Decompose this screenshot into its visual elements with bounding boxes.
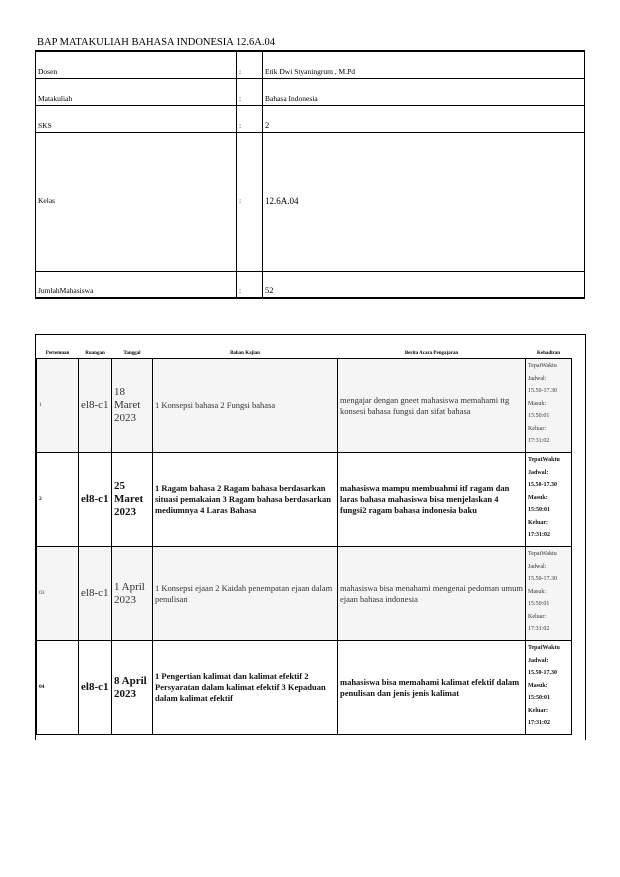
kehadiran-jadwal: 15.50-17.30 [528,670,557,676]
kehadiran-keluar-label: Keluar: [528,707,548,714]
berita-acara-cell: mahasiswa bisa memahami kalimat efektif dalam penulisan dan jenis jenis kalimat [338,641,526,735]
bahan-kajian-cell: 1 Pengertian kalimat dan kalimat efektif 2 Persyaratan dalam kalimat efektif 3 Kepaduan dalam kalimat efektif [153,641,338,735]
kehadiran-masuk: 15:50:01 [528,413,550,419]
kehadiran-cell [526,547,572,641]
info-value: Etik Dwi Styaningrum , M.Pd [263,51,585,78]
info-label: Dosen [36,51,237,78]
info-value: Bahasa Indonesia [263,78,585,105]
schedule-panel [35,334,586,740]
kehadiran-keluar-label: Keluar: [528,613,546,620]
schedule-table [36,348,572,735]
info-separator: : [237,132,263,271]
info-row-jumlah [36,271,585,298]
info-row-kelas [36,132,585,271]
info-separator: : [237,271,263,298]
header-tanggal: Tanggal [123,350,141,356]
berita-acara-cell: mahasiswa mampu membuahmi itf ragam dan laras bahasa mahasiswa bisa menjelaskan 4 fungsi2 ragam bahasa indonesia baku [338,453,526,547]
kehadiran-cell [526,359,572,453]
tanggal-cell: 25 Maret 2023 [112,453,153,547]
kehadiran-jadwal: 15.50-17.30 [528,482,557,488]
kehadiran-status: TepatWaktu [528,457,560,463]
kehadiran-keluar-label: Keluar: [528,519,548,526]
kehadiran-keluar: 17:31:02 [528,438,550,444]
kehadiran-masuk-label: Masuk: [528,682,548,689]
kehadiran-jadwal-label: Jadwal: [528,563,547,570]
info-value: 2 [263,105,585,132]
pertemuan-cell: 04 [37,641,79,735]
kehadiran-masuk: 15:50:01 [528,601,550,607]
ruangan-cell: el8-c1 [79,453,112,547]
ruangan-cell: el8-c1 [79,359,112,453]
kehadiran-jadwal-label: Jadwal: [528,375,547,382]
info-label: SKS [36,105,237,132]
header-bahan-kajian: Bahan Kajian [230,350,260,356]
tanggal-cell: 18 Maret 2023 [112,359,153,453]
pertemuan-cell: 1 [37,359,79,453]
header-ruangan: Ruangan [85,350,105,356]
kehadiran-jadwal: 15.50-17.30 [528,576,557,582]
info-value: 52 [263,271,585,298]
kehadiran-status: TepatWaktu [528,551,557,557]
kehadiran-keluar: 17:31:02 [528,626,550,632]
berita-acara-cell: mengajar dengan gneet mahasiswa memahami ttg konsesi bahasa fungsi dan sifat bahasa [338,359,526,453]
info-label: Kelas [36,132,237,271]
kehadiran-status: TepatWaktu [528,645,560,651]
table-row [37,547,572,641]
bahan-kajian-cell: 1 Konsepsi ejaan 2 Kaidah penempatan ejaan dalam penulisan [153,547,338,641]
header-kehadiran: Kehadiran [536,350,561,356]
tanggal-cell: 8 April 2023 [112,641,153,735]
info-label: JumlahMahasiswa [36,271,237,298]
info-separator: : [237,105,263,132]
kehadiran-keluar: 17:31:02 [528,532,550,538]
bahan-kajian-cell: 1 Ragam bahasa 2 Ragam bahasa berdasarkan situasi pemakaian 3 Ragam bahasa berdasarkan mediumnya 4 Laras Bahasa [153,453,338,547]
course-info-table [35,50,585,299]
header-pertemuan: Pertemuan [45,350,70,356]
table-row [37,453,572,547]
kehadiran-cell [526,453,572,547]
kehadiran-jadwal-label: Jadwal: [528,469,549,476]
kehadiran-masuk-label: Masuk: [528,400,546,407]
header-berita-acara: Berita Acara Pengajaran [404,350,459,356]
ruangan-cell: el8-c1 [79,547,112,641]
document-title: BAP MATAKULIAH BAHASA INDONESIA 12.6A.04 [37,37,275,48]
kehadiran-keluar-label: Keluar: [528,425,546,432]
kehadiran-jadwal-label: Jadwal: [528,657,549,664]
table-row [37,641,572,735]
kehadiran-masuk: 15:50:01 [528,507,550,513]
kehadiran-jadwal: 15.50-17.30 [528,388,557,394]
pertemuan-cell: 2 [37,453,79,547]
tanggal-cell: 1 April 2023 [112,547,153,641]
info-row-dosen [36,51,585,78]
kehadiran-masuk-label: Masuk: [528,588,546,595]
info-label: Matakuliah [36,78,237,105]
table-row [37,359,572,453]
schedule-header-row [37,348,572,359]
bahan-kajian-cell: 1 Konsepsi bahasa 2 Fungsi bahasa [153,359,338,453]
info-row-sks [36,105,585,132]
berita-acara-cell: mahasiswa bisa menahami mengenai pedoman umum ejaan bahasa indonesia [338,547,526,641]
ruangan-cell: el8-c1 [79,641,112,735]
kehadiran-status: TepatWaktu [528,363,557,369]
kehadiran-cell [526,641,572,735]
info-row-matakuliah [36,78,585,105]
kehadiran-masuk-label: Masuk: [528,494,548,501]
pertemuan-cell: 03 [37,547,79,641]
info-separator: : [237,51,263,78]
kehadiran-keluar: 17:31:02 [528,720,550,726]
kehadiran-masuk: 15:50:01 [528,695,550,701]
info-value: 12.6A.04 [263,132,585,271]
info-separator: : [237,78,263,105]
